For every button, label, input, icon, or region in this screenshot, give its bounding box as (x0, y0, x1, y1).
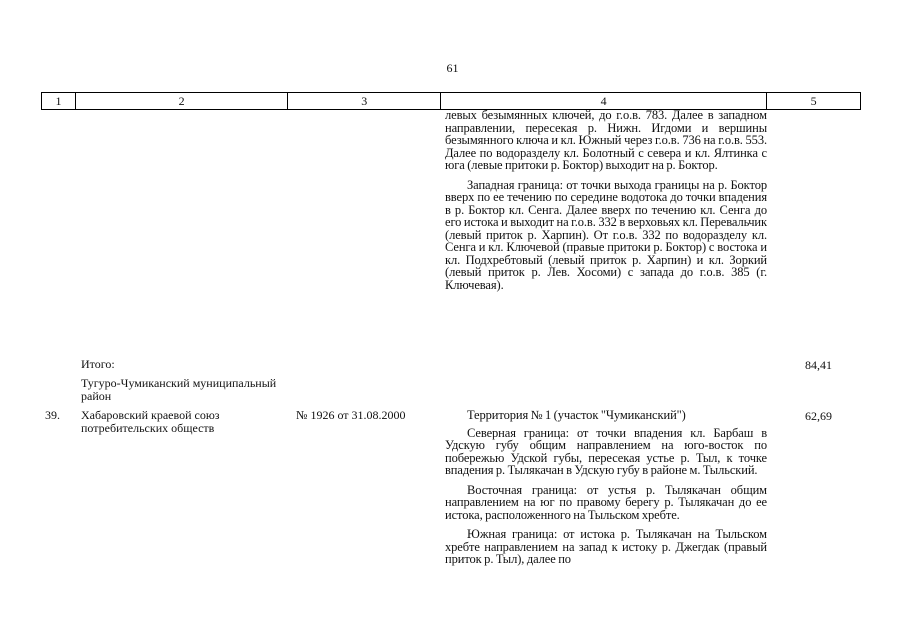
western-border-text: Западная граница: от точки выхода границы на р. Боктор вверх по ее течению по середине водотока до точки впадения в р. Боктор кл. Сенга. Далее вверх по течению кл. Сенга до его истока и выходит на г.о.в. 332 в верховьях кл. Перевальчик (левый приток р. Харпин). От г.о.в. 332 по водоразделу кл. Сенга и кл. Ключевой (правые притоки р. Боктор) с востока и кл. Подхребтовый (левый приток р. Харпин) и кл. Зоркий (левый приток р. Лев. Хосоми) с запада до г.о.в. 385 (г. Ключевая). (445, 177, 767, 292)
description-continuation (445, 109, 767, 291)
header-col-1: 1 (42, 93, 76, 109)
page-number: 61 (446, 61, 459, 75)
document-reference: № 1926 от 31.08.2000 (296, 408, 406, 422)
total-label: Итого: (81, 357, 115, 371)
header-col-5: 5 (810, 94, 817, 108)
territory-description (445, 409, 767, 566)
southern-border-text: Южная граница: от истока р. Тылякачан на Тыльском хребте направлением на запад к истоку р. Джегдак (правый приток р. Тыл), далее по (445, 527, 767, 566)
header-col-3: 3 (288, 93, 441, 109)
territory-title: Территория № 1 (участок "Чумиканский") (467, 408, 686, 422)
eastern-border-text: Восточная граница: от устья р. Тылякачан общим направлением на юг по правому берегу р. Тылякачан до ее истока, расположенного на Тыльском хребте. (445, 482, 767, 522)
total-value: 84,41 (805, 358, 832, 372)
area-value: 62,69 (805, 409, 832, 423)
northern-border-text: Северная граница: от точки впадения кл. Барбаш в Удскую губу общим направлением на юго-восток по побережью Удской губы, пересекая устье р. Тыл, к точке впадения р. Тылякачан в Удскую губу в районе м. Тыльский. (445, 425, 767, 477)
header-col-4: 4 (441, 93, 767, 109)
row-number: 39. (45, 408, 60, 422)
district-name: Тугуро-Чумиканский муниципальный район (81, 376, 277, 403)
organization-name: Хабаровский краевой союз потребительских обществ (81, 408, 220, 435)
header-col-2: 2 (76, 93, 288, 109)
continuation-text: левых безымянных ключей, до г.о.в. 783. Далее в западном направлении, пересекая р. Нижн. Игдоми и вершины безымянного ключа и кл. Южный через г.о.в. 736 на г.о.в. 553. Далее по водоразделу кл. Болотный с севера и кл. Ялтинка с юга (левые притоки р. Боктор) выходит на р. Боктор. (445, 108, 767, 172)
